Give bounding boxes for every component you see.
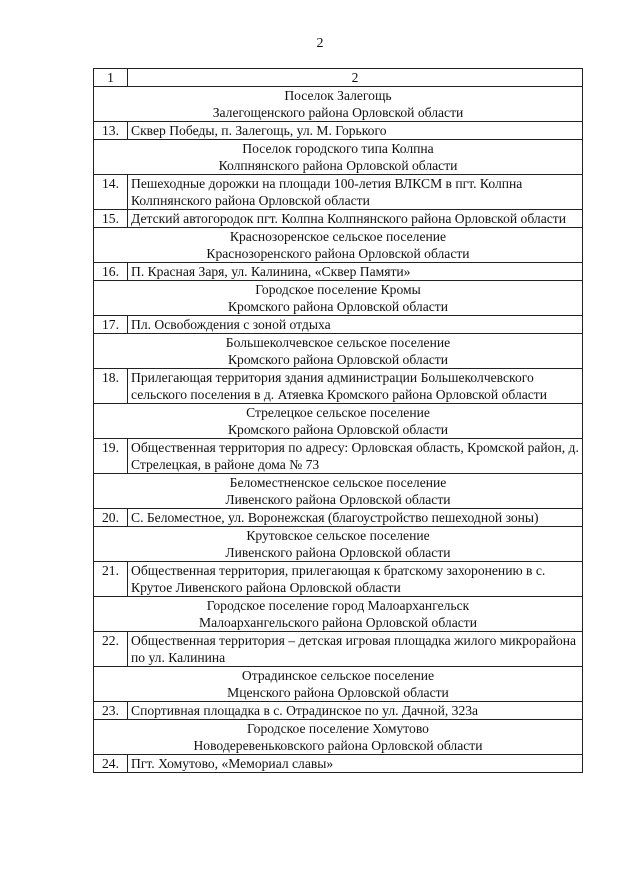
section-heading-line: Крутовское сельское поселение [246,528,430,543]
section-heading-line: Отрадинское сельское поселение [241,668,435,683]
row-number: 23. [94,702,128,720]
section-row [94,87,583,122]
section-heading-line: Поселок городского типа Колпна [242,141,434,156]
territory-name: Общественная территория, прилегающая к братскому захоронению в с. Крутое Ливенского района Орловской области [128,562,583,597]
section-row [94,404,583,439]
table-row [94,316,583,334]
section-heading [94,404,583,439]
section-row [94,334,583,369]
section-heading [94,87,583,122]
territory-name: Пешеходные дорожки на площади 100-летия ВЛКСМ в пгт. Колпна Колпнянского района Орловской области [128,175,583,210]
table-row [94,369,583,404]
section-heading-line: Залегощенского района Орловской области [212,105,464,120]
territory-name: Пл. Освобождения с зоной отдыха [128,316,583,334]
section-heading-line: Малоархангельского района Орловской области [199,615,477,630]
section-row [94,474,583,509]
territory-name: Пгт. Хомутово, «Мемориал славы» [128,755,583,773]
row-number: 21. [94,562,128,597]
section-heading [94,720,583,755]
row-number: 15. [94,210,128,228]
page-number: 2 [316,36,324,51]
section-heading [94,597,583,632]
header-col-1: 1 [94,69,128,87]
section-heading [94,334,583,369]
section-heading-line: Краснозоренского района Орловской области [206,246,470,261]
section-heading-line: Стрелецкое сельское поселение [246,405,430,420]
section-heading-line: Большеколчевское сельское поселение [225,335,451,350]
row-number: 22. [94,632,128,667]
section-heading [94,281,583,316]
section-heading [94,667,583,702]
section-heading-line: Городское поселение Хомутово [247,721,429,736]
table-row [94,210,583,228]
row-number: 18. [94,369,128,404]
section-heading-line: Новодеревеньковского района Орловской области [193,738,483,753]
table-row [94,632,583,667]
table-body [94,69,583,773]
row-number: 13. [94,122,128,140]
row-number: 19. [94,439,128,474]
row-number: 14. [94,175,128,210]
section-heading-line: Колпнянского района Орловской области [218,158,458,173]
table-row [94,263,583,281]
section-heading-line: Ливенского района Орловской области [225,545,451,560]
table-row [94,755,583,773]
section-heading-line: Городское поселение Кромы [255,282,421,297]
table-row [94,175,583,210]
territories-table [93,68,583,773]
table-row [94,122,583,140]
territory-name: Прилегающая территория здания администрации Большеколчевского сельского поселения в д. Атяевка Кромского района Орловской области [128,369,583,404]
section-heading-line: Кромского района Орловской области [227,352,448,367]
section-row [94,597,583,632]
section-heading-line: Поселок Залегощь [284,88,392,103]
section-heading [94,474,583,509]
table-header-row [94,69,583,87]
section-heading-line: Краснозоренское сельское поселение [229,229,447,244]
territory-name: П. Красная Заря, ул. Калинина, «Сквер Памяти» [128,263,583,281]
section-row [94,140,583,175]
row-number: 16. [94,263,128,281]
table-row [94,702,583,720]
territory-name: Общественная территория – детская игровая площадка жилого микрорайона по ул. Калинина [128,632,583,667]
section-heading-line: Беломестненское сельское поселение [229,475,447,490]
section-row [94,720,583,755]
section-row [94,281,583,316]
territory-name: Сквер Победы, п. Залегощь, ул. М. Горького [128,122,583,140]
section-row [94,527,583,562]
territory-name: Детский автогородок пгт. Колпна Колпнянского района Орловской области [128,210,583,228]
territory-name: С. Беломестное, ул. Воронежская (благоустройство пешеходной зоны) [128,509,583,527]
section-heading [94,527,583,562]
section-heading [94,228,583,263]
row-number: 24. [94,755,128,773]
territory-name: Спортивная площадка в с. Отрадинское по ул. Дачной, 323а [128,702,583,720]
row-number: 20. [94,509,128,527]
section-heading [94,140,583,175]
section-heading-line: Кромского района Орловской области [227,299,448,314]
section-heading-line: Мценского района Орловской области [227,685,449,700]
section-heading-line: Кромского района Орловской области [227,422,448,437]
header-col-2: 2 [128,69,583,87]
section-heading-line: Ливенского района Орловской области [225,492,451,507]
section-heading-line: Городское поселение город Малоархангельск [206,598,470,613]
row-number: 17. [94,316,128,334]
table-row [94,562,583,597]
territory-name: Общественная территория по адресу: Орловская область, Кромской район, д. Стрелецкая, в районе дома № 73 [128,439,583,474]
section-row [94,667,583,702]
table-row [94,509,583,527]
table-row [94,439,583,474]
section-row [94,228,583,263]
